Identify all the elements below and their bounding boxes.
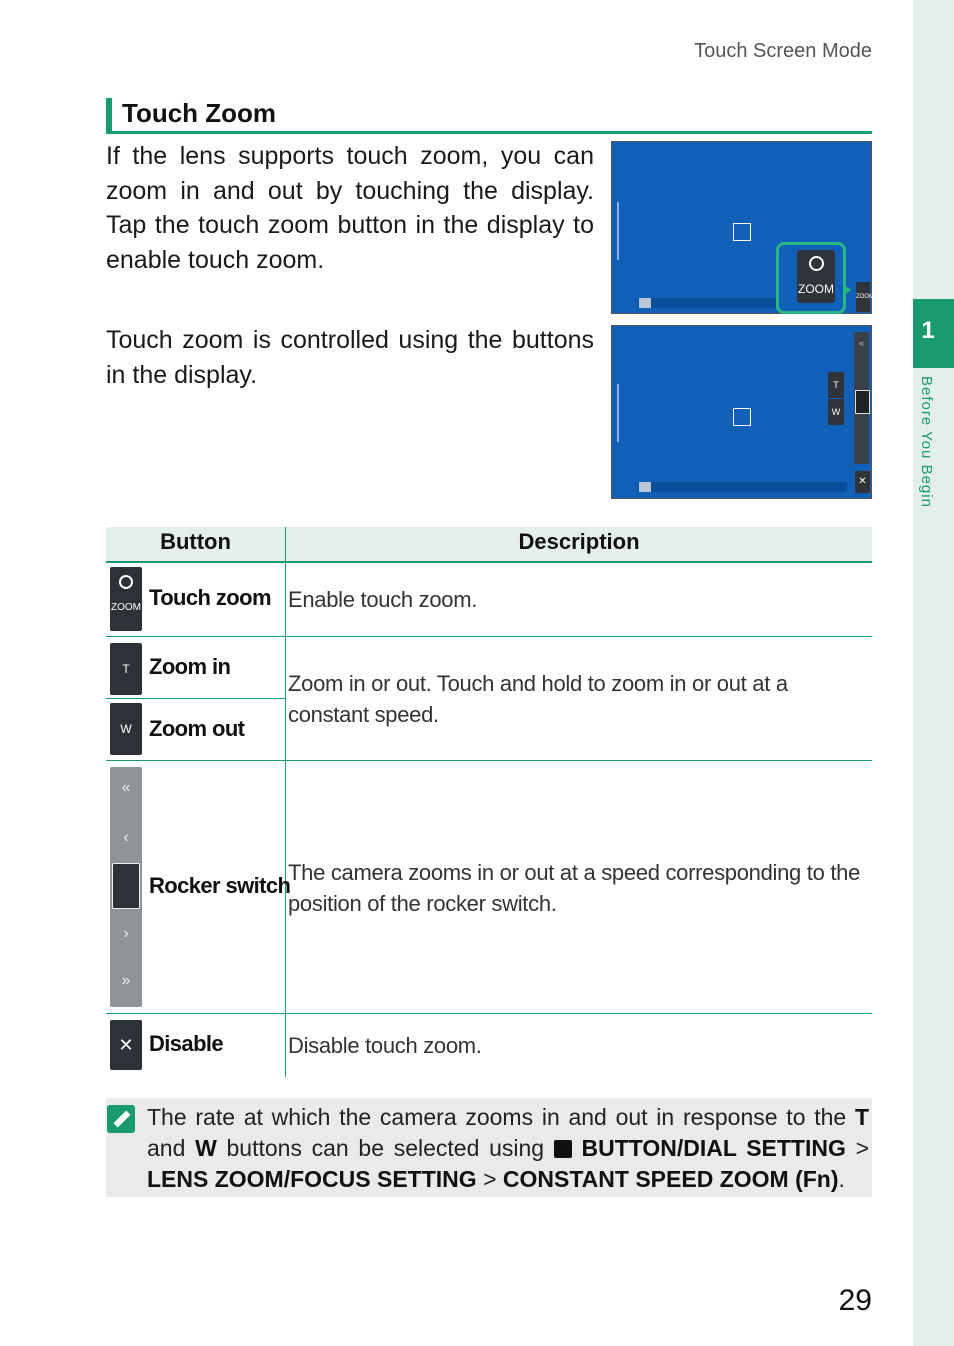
note-pencil-icon: [107, 1105, 135, 1133]
zoom-position-knob: [639, 482, 651, 492]
row-label-touch-zoom: Touch zoom: [149, 585, 271, 610]
row-rule: [106, 636, 872, 637]
disable-icon: ✕: [110, 1020, 142, 1070]
rocker-switch-icon: [110, 767, 142, 1007]
header-rule: [106, 561, 872, 563]
fast-up-icon: «: [858, 338, 864, 348]
rocker-thumb-icon: [112, 863, 140, 909]
zoom-out-icon: W: [110, 703, 142, 755]
row-desc-touch-zoom: Enable touch zoom.: [288, 587, 478, 612]
column-divider: [285, 527, 286, 1077]
zoom-button-label: ZOOM: [798, 282, 834, 296]
row-label-zoom-out: Zoom out: [149, 716, 245, 741]
chapter-title: Before You Begin: [918, 376, 935, 508]
exposure-scale: [617, 384, 627, 442]
zoom-position-knob: [639, 298, 651, 308]
chapter-tab: [913, 299, 954, 368]
focus-frame: [733, 408, 751, 426]
column-header-button: Button: [160, 529, 231, 554]
menu-lens-zoom-focus-setting: LENS ZOOM/FOCUS SETTING: [147, 1166, 477, 1192]
note-text: The rate at which the camera zooms in and out in response to the T and W buttons can be selected using BUTTON/DIAL SETTING > LENS ZOOM/FOCUS SETTING > CONSTANT SPEED ZOOM (Fn).: [147, 1104, 870, 1192]
row-label-zoom-in: Zoom in: [149, 654, 231, 679]
row-rule: [106, 760, 872, 761]
row-rule: [106, 1013, 872, 1014]
fast-up-icon: «: [121, 779, 131, 796]
row-label-disable: Disable: [149, 1031, 224, 1056]
disable-button[interactable]: ✕: [855, 471, 870, 493]
rocker-switch[interactable]: [854, 332, 869, 464]
touch-zoom-icon: ZOOM: [110, 567, 142, 631]
side-tab-strip: [913, 0, 954, 1346]
settings-pen-icon: [554, 1140, 572, 1158]
camera-screen-touch-zoom-on: [611, 325, 872, 499]
zoom-position-bar: [638, 482, 847, 492]
row-rule: [106, 698, 285, 699]
exposure-scale: [617, 202, 627, 260]
row-desc-zoom-in-out: Zoom in or out. Touch and hold to zoom in or out at a constant speed.: [288, 671, 788, 727]
page-number: 29: [838, 1284, 872, 1317]
zoom-in-icon: T: [110, 643, 142, 695]
focus-frame: [733, 223, 751, 241]
row-desc-disable: Disable touch zoom.: [288, 1033, 482, 1058]
section-rule: [106, 131, 872, 134]
column-header-description: Description: [518, 529, 640, 554]
controls-paragraph: Touch zoom is controlled using the buttons in the display.: [106, 326, 594, 389]
running-header: Touch Screen Mode: [694, 40, 872, 62]
small-zoom-button[interactable]: ZOOM: [856, 282, 870, 312]
section-title: Touch Zoom: [122, 98, 277, 128]
chapter-title-vertical: [915, 376, 935, 546]
fast-down-icon: »: [121, 972, 131, 989]
zoom-out-button[interactable]: W: [828, 399, 844, 425]
slow-up-icon: ‹: [123, 829, 129, 846]
section-accent-bar: [106, 98, 112, 134]
row-desc-rocker-switch: The camera zooms in or out at a speed corresponding to the position of the rocker switch.: [288, 860, 861, 916]
rocker-thumb[interactable]: [855, 390, 870, 414]
intro-paragraph: If the lens supports touch zoom, you can zoom in and out by touching the display. Tap the touch zoom button in the display to enable touch zoom.: [106, 142, 594, 274]
lens-icon: [797, 256, 835, 276]
zoom-in-button[interactable]: T: [828, 372, 844, 398]
slow-down-icon: ›: [123, 925, 129, 942]
touch-zoom-button[interactable]: [797, 250, 835, 303]
chapter-number: 1: [921, 317, 935, 344]
callout-pointer: [843, 284, 851, 296]
row-label-rocker-switch: Rocker switch: [149, 873, 291, 898]
menu-constant-speed-zoom: CONSTANT SPEED ZOOM (Fn): [502, 1166, 839, 1192]
menu-button-dial-setting: BUTTON/DIAL SETTING: [581, 1135, 846, 1161]
